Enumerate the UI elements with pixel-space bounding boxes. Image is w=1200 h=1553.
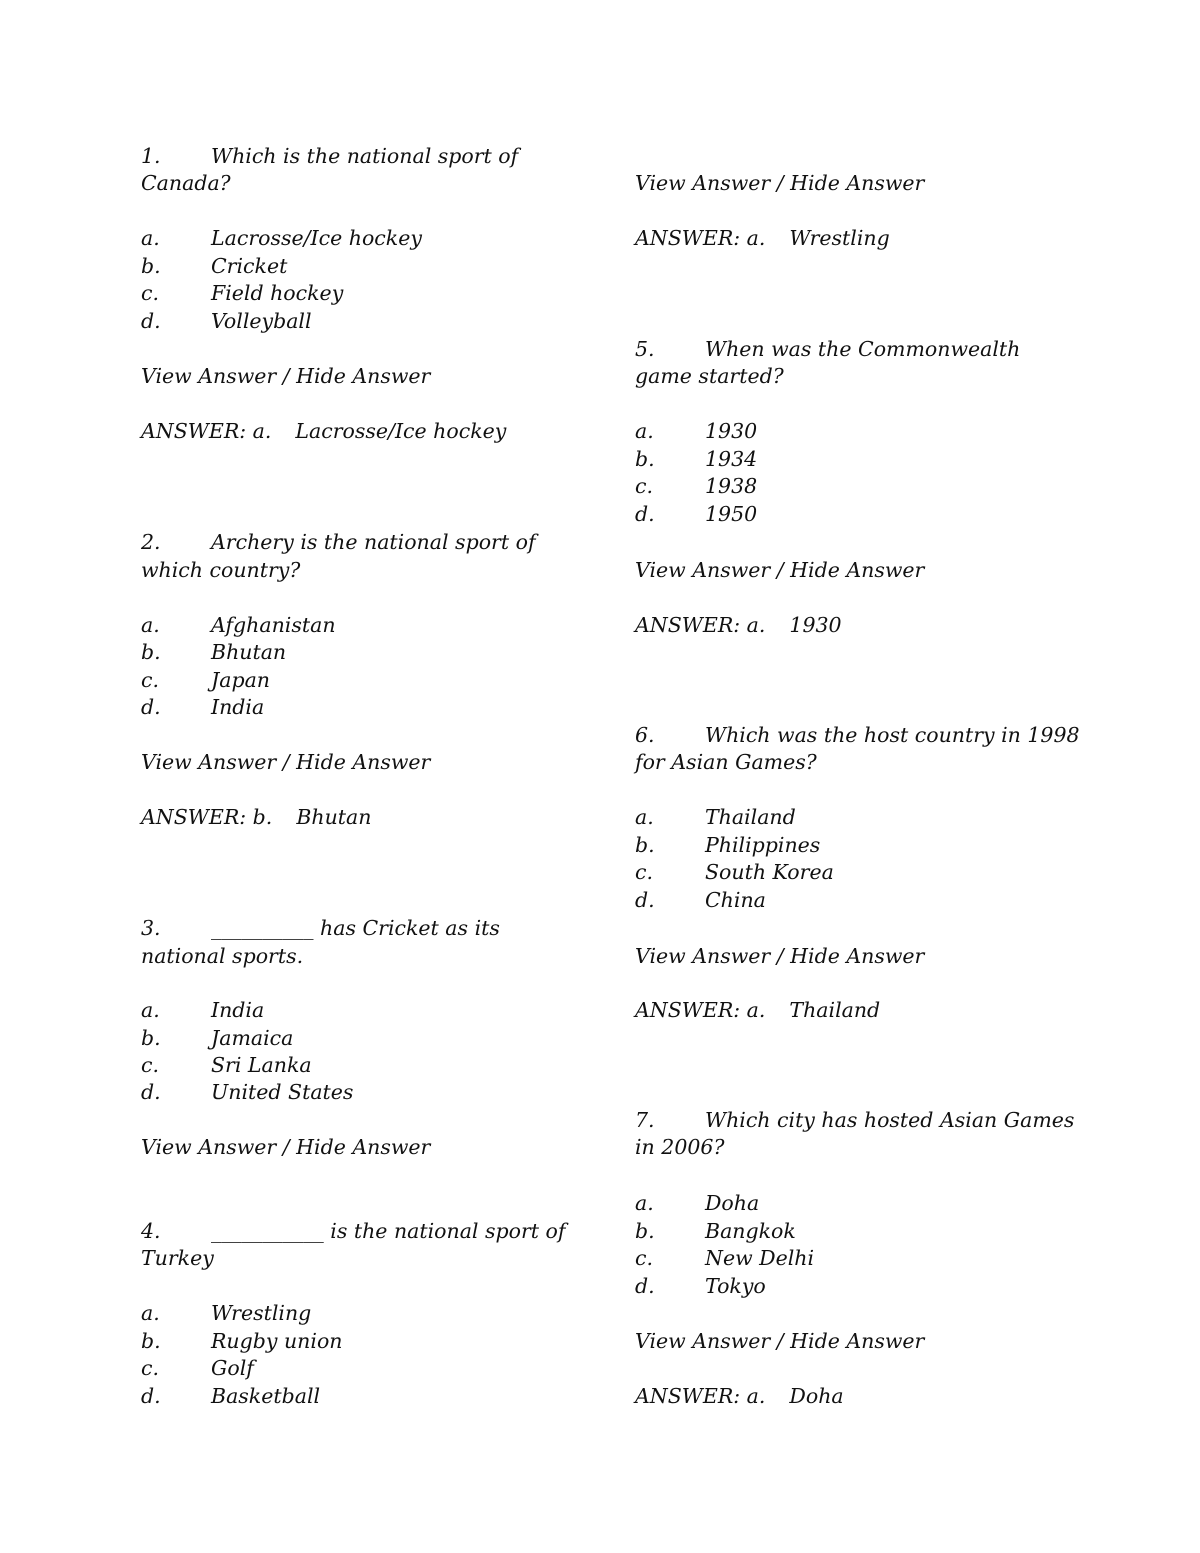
- option-text: United States: [211, 1080, 354, 1104]
- question-4-answer: [635, 224, 890, 252]
- question-1-line2: Canada?: [141, 171, 231, 195]
- option-letter: c.: [635, 860, 653, 884]
- option-letter: b.: [141, 1329, 161, 1353]
- option-text: Rugby union: [211, 1329, 343, 1353]
- question-4-text: ___________ is the national sport of: [211, 1219, 566, 1243]
- answer-label: ANSWER: a.: [635, 998, 766, 1022]
- option-text: Japan: [211, 668, 270, 692]
- option-text: India: [211, 695, 265, 719]
- question-1-number: 1.: [141, 144, 161, 168]
- question-1-text: Which is the national sport of: [211, 144, 519, 168]
- option-letter: b.: [635, 1219, 655, 1243]
- option-letter: b.: [141, 254, 161, 278]
- question-5-view-hide-answer-link[interactable]: View Answer / Hide Answer: [635, 558, 925, 582]
- option-text: Field hockey: [211, 281, 344, 305]
- option-letter: d.: [141, 309, 161, 333]
- option-letter: c.: [635, 474, 653, 498]
- question-5-answer: [635, 611, 842, 639]
- option-letter: a.: [635, 419, 654, 443]
- option-letter: d.: [141, 1080, 161, 1104]
- option-text: Doha: [705, 1191, 760, 1215]
- question-4-view-hide-answer-link[interactable]: View Answer / Hide Answer: [635, 171, 925, 195]
- question-3-text: __________ has Cricket as its: [211, 916, 500, 940]
- option-text: Philippines: [705, 833, 821, 857]
- option-letter: b.: [635, 447, 655, 471]
- option-text: Thailand: [705, 805, 796, 829]
- option-letter: d.: [635, 1274, 655, 1298]
- question-2-text: Archery is the national sport of: [211, 530, 536, 554]
- question-6-number: 6.: [635, 723, 655, 747]
- option-letter: c.: [635, 1246, 653, 1270]
- option-text: Bangkok: [705, 1219, 796, 1243]
- option-text: 1950: [705, 502, 758, 526]
- option-text: Golf: [211, 1356, 254, 1380]
- option-text: Jamaica: [211, 1026, 294, 1050]
- option-letter: a.: [635, 1191, 654, 1215]
- option-text: Volleyball: [211, 309, 312, 333]
- question-4-number: 4.: [141, 1219, 161, 1243]
- question-7-answer: [635, 1382, 844, 1410]
- question-5-text: When was the Commonwealth: [705, 337, 1021, 361]
- question-6-view-hide-answer-link[interactable]: View Answer / Hide Answer: [635, 944, 925, 968]
- question-3-number: 3.: [141, 916, 161, 940]
- option-letter: a.: [141, 613, 160, 637]
- answer-text: Wrestling: [789, 226, 890, 250]
- option-text: Cricket: [211, 254, 288, 278]
- option-letter: a.: [141, 226, 160, 250]
- question-7-line2: in 2006?: [635, 1135, 725, 1159]
- option-text: Lacrosse/Ice hockey: [211, 226, 422, 250]
- answer-text: Lacrosse/Ice hockey: [295, 419, 507, 443]
- answer-label: ANSWER: a.: [635, 613, 766, 637]
- question-1-view-hide-answer-link[interactable]: View Answer / Hide Answer: [141, 364, 431, 388]
- option-letter: b.: [635, 833, 655, 857]
- option-letter: c.: [141, 668, 159, 692]
- option-letter: a.: [141, 998, 160, 1022]
- option-text: Tokyo: [705, 1274, 766, 1298]
- question-6-answer: [635, 996, 880, 1024]
- answer-label: ANSWER: b.: [141, 805, 273, 829]
- option-letter: b.: [141, 640, 161, 664]
- option-text: China: [705, 888, 766, 912]
- option-text: Sri Lanka: [211, 1053, 312, 1077]
- option-text: 1934: [705, 447, 758, 471]
- option-letter: c.: [141, 1053, 159, 1077]
- answer-text: Bhutan: [296, 805, 372, 829]
- option-text: New Delhi: [705, 1246, 815, 1270]
- question-4-line2: Turkey: [141, 1246, 214, 1270]
- question-6-text: Which was the host country in 1998: [705, 723, 1080, 747]
- option-letter: c.: [141, 1356, 159, 1380]
- option-text: 1938: [705, 474, 758, 498]
- question-7-text: Which city has hosted Asian Games: [705, 1108, 1075, 1132]
- option-letter: d.: [635, 888, 655, 912]
- option-letter: d.: [141, 695, 161, 719]
- answer-text: 1930: [789, 613, 842, 637]
- question-5-number: 5.: [635, 337, 655, 361]
- option-letter: a.: [635, 805, 654, 829]
- option-letter: a.: [141, 1301, 160, 1325]
- question-3-view-hide-answer-link[interactable]: View Answer / Hide Answer: [141, 1135, 431, 1159]
- option-letter: d.: [635, 502, 655, 526]
- option-text: Bhutan: [211, 640, 287, 664]
- question-1-answer: [141, 417, 506, 445]
- option-text: South Korea: [705, 860, 834, 884]
- option-letter: c.: [141, 281, 159, 305]
- option-text: Wrestling: [211, 1301, 312, 1325]
- question-6-line2: for Asian Games?: [635, 750, 817, 774]
- question-5-line2: game started?: [635, 364, 784, 388]
- option-letter: d.: [141, 1384, 161, 1408]
- question-7-view-hide-answer-link[interactable]: View Answer / Hide Answer: [635, 1329, 925, 1353]
- answer-label: ANSWER: a.: [635, 226, 766, 250]
- question-2-answer: [141, 803, 371, 831]
- answer-text: Thailand: [789, 998, 881, 1022]
- question-2-line2: which country?: [141, 558, 301, 582]
- option-text: 1930: [705, 419, 758, 443]
- option-text: Afghanistan: [211, 613, 336, 637]
- answer-text: Doha: [789, 1384, 844, 1408]
- question-3-line2: national sports.: [141, 944, 304, 968]
- answer-label: ANSWER: a.: [635, 1384, 766, 1408]
- question-2-view-hide-answer-link[interactable]: View Answer / Hide Answer: [141, 750, 431, 774]
- question-2-number: 2.: [141, 530, 161, 554]
- option-text: Basketball: [211, 1384, 321, 1408]
- question-7-number: 7.: [635, 1108, 655, 1132]
- answer-label: ANSWER: a.: [141, 419, 272, 443]
- option-letter: b.: [141, 1026, 161, 1050]
- option-text: India: [211, 998, 265, 1022]
